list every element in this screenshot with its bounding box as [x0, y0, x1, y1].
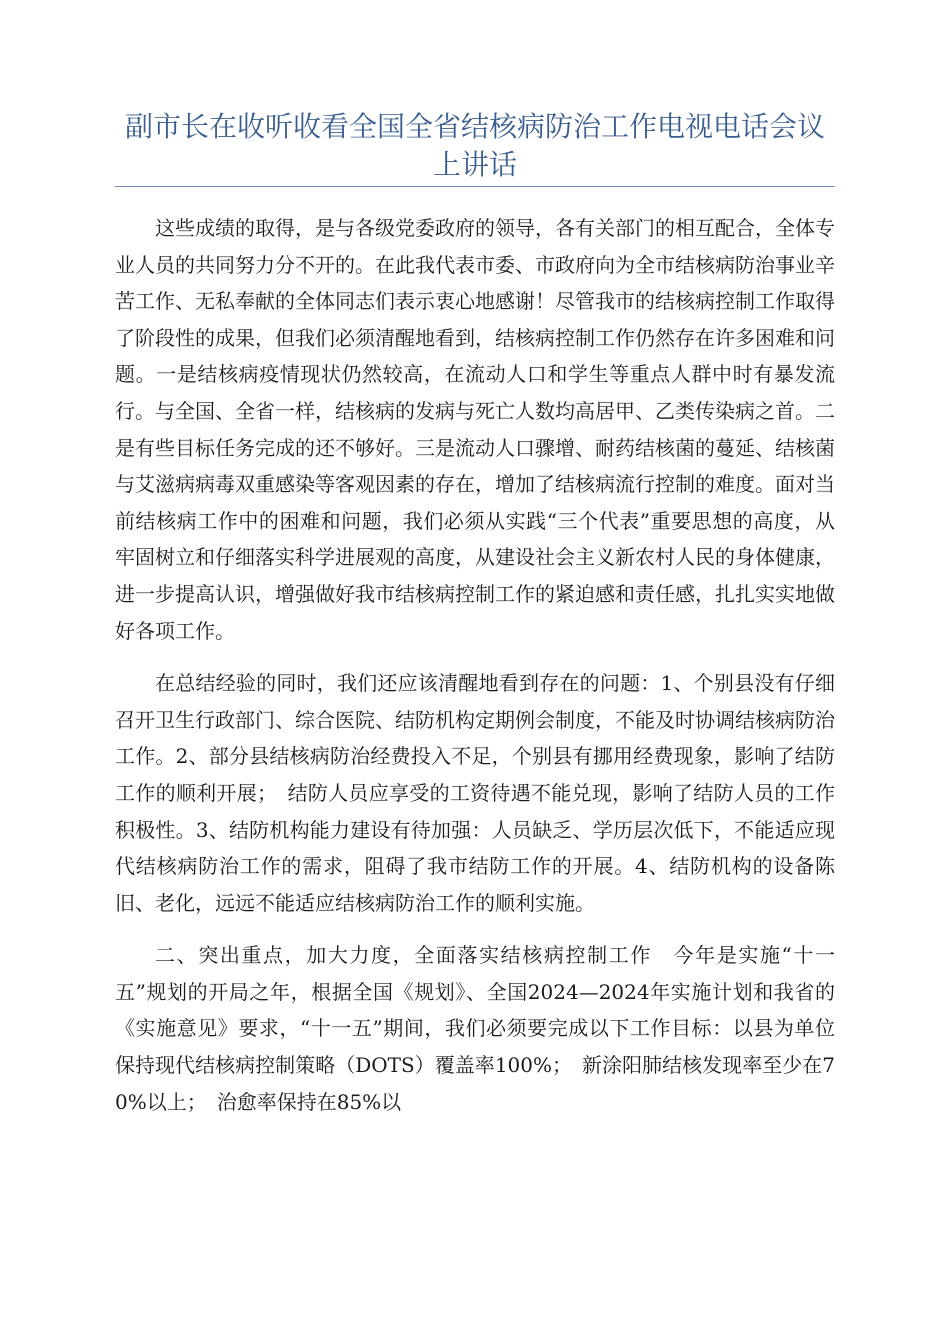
- title-underline: [115, 186, 835, 187]
- document-body: [115, 210, 835, 1136]
- paragraph-achievements: 这些成绩的取得，是与各级党委政府的领导，各有关部门的相互配合，全体专业人员的共同努力分不开的。在此我代表市委、市政府向为全市结核病防治事业辛苦工作、无私奉献的全体同志们表示衷心地感谢！尽管我市的结核病控制工作取得了阶段性的成果，但我们必须清醒地看到，结核病控制工作仍然存在许多困难和问题。一是结核病疫情现状仍然较高，在流动人口和学生等重点人群中时有暴发流行。与全国、全省一样，结核病的发病与死亡人数均高居甲、乙类传染病之首。二是有些目标任务完成的还不够好。三是流动人口骤增、耐药结核菌的蔓延、结核菌与艾滋病病毒双重感染等客观因素的存在，增加了结核病流行控制的难度。面对当前结核病工作中的困难和问题，我们必须从实践“三个代表”重要思想的高度，从牢固树立和仔细落实科学进展观的高度，从建设社会主义新农村人民的身体健康，进一步提高认识，增强做好我市结核病控制工作的紧迫感和责任感，扎扎实实地做好各项工作。: [115, 216, 835, 643]
- paragraph-problems: 在总结经验的同时，我们还应该清醒地看到存在的问题：1、个别县没有仔细召开卫生行政部门、综合医院、结防机构定期例会制度，不能及时协调结核病防治工作。2、部分县结核病防治经费投入不足，个别县有挪用经费现象，影响了结防工作的顺利开展； 结防人员应享受的工资待遇不能兑现，影响了结防人员的工作积极性。3、结防机构能力建设有待加强：人员缺乏、学历层次低下，不能适应现代结核病防治工作的需求，阻碍了我市结防工作的开展。4、结防机构的设备陈旧、老化，远远不能适应结核病防治工作的顺利实施。: [115, 671, 835, 915]
- document-title: 副市长在收听收看全国全省结核病防治工作电视电话会议上讲话: [124, 110, 825, 181]
- paragraph-key-work: 二、突出重点，加大力度，全面落实结核病控制工作 今年是实施“十一五”规划的开局之年，根据全国《规划》、全国2024—2024年实施计划和我省的《实施意见》要求，“十一五”期间，我们必须要完成以下工作目标：以县为单位保持现代结核病控制策略（DOTS）覆盖率100%； 新涂阳肺结核发现率至少在70%以上； 治愈率保持在85%以: [115, 943, 835, 1114]
